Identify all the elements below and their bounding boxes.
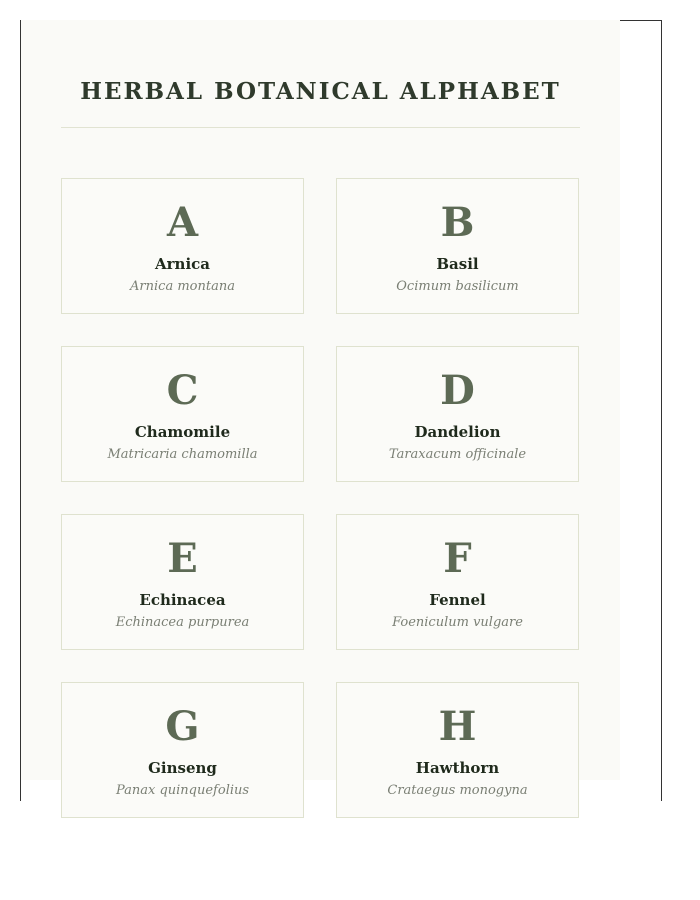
herb-letter: H xyxy=(438,703,477,750)
herb-name: Ginseng xyxy=(148,759,217,777)
page-sheet xyxy=(21,20,620,798)
page-title: HERBAL BOTANICAL ALPHABET xyxy=(80,78,561,105)
herb-name: Hawthorn xyxy=(415,759,500,777)
herb-letter: E xyxy=(167,535,198,582)
herb-name: Echinacea xyxy=(139,591,226,609)
herb-letter: G xyxy=(165,703,200,750)
herb-card-g xyxy=(61,682,304,818)
herb-card-f xyxy=(336,514,579,650)
herb-letter: B xyxy=(440,199,475,246)
herb-latin-name: Foeniculum vulgare xyxy=(392,615,523,630)
herb-latin-name: Taraxacum officinale xyxy=(388,447,527,462)
herb-name: Dandelion xyxy=(414,423,501,441)
herb-card-b xyxy=(336,178,579,314)
herb-letter: A xyxy=(166,199,199,246)
herb-latin-name: Arnica montana xyxy=(130,279,235,294)
herb-card-d xyxy=(336,346,579,482)
herb-card-h xyxy=(336,682,579,818)
herb-name: Arnica xyxy=(155,255,210,273)
herb-card-c xyxy=(61,346,304,482)
herb-name: Fennel xyxy=(429,591,486,609)
herb-letter: C xyxy=(166,367,199,414)
herb-name: Chamomile xyxy=(134,423,231,441)
herb-latin-name: Crataegus monogyna xyxy=(387,783,528,798)
herb-latin-name: Panax quinquefolius xyxy=(115,783,250,798)
herb-card-a xyxy=(61,178,304,314)
herb-latin-name: Echinacea purpurea xyxy=(115,615,250,630)
herb-latin-name: Matricaria chamomilla xyxy=(107,447,258,462)
herb-latin-name: Ocimum basilicum xyxy=(396,279,519,294)
title-divider xyxy=(61,127,580,128)
herb-card-e xyxy=(61,514,304,650)
herb-letter: F xyxy=(443,535,472,582)
herb-letter: D xyxy=(440,367,475,414)
herb-name: Basil xyxy=(436,255,479,273)
